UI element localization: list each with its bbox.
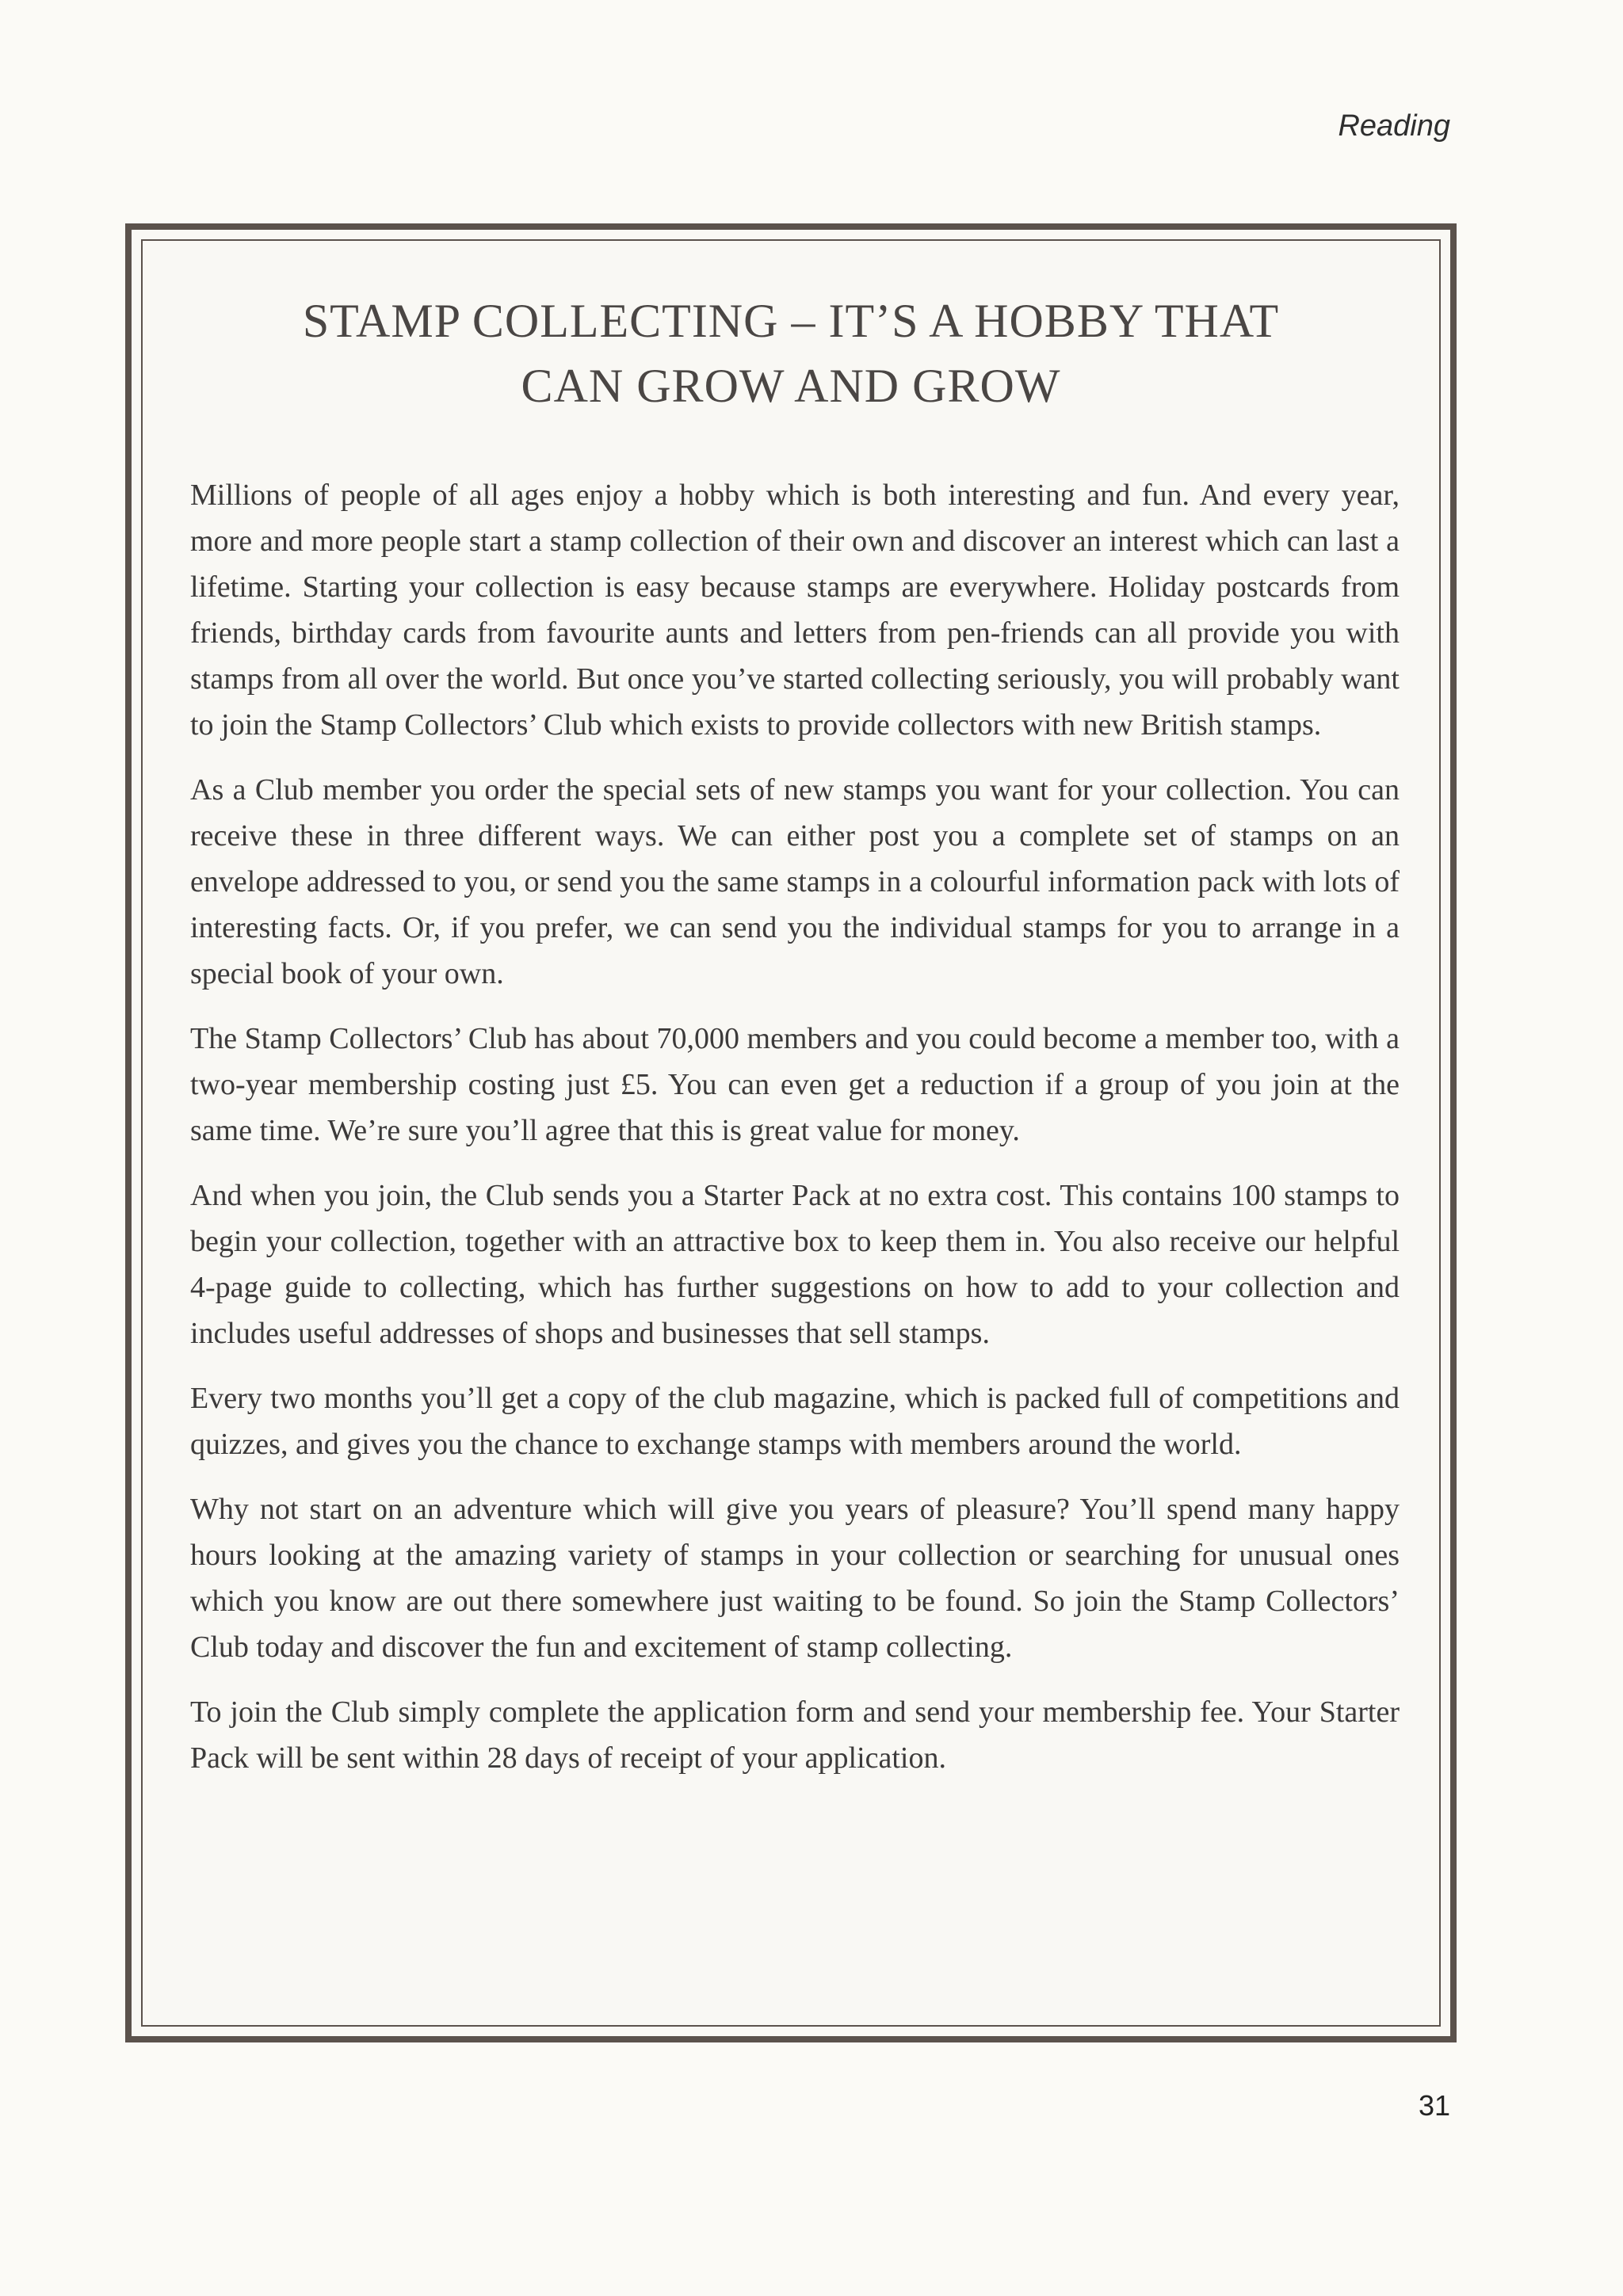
paragraph: Millions of people of all ages enjoy a hobby which is both interesting and fun. And every year, more and more people start a stamp collection of their own and discover an interest which can last a lifetime. Starting your collection is easy because stamps are everywhere. Holiday postcards from friends, birthday cards from favourite aunts and letters from pen-friends can all provide you with stamps from all over the world. But once you’ve started collecting seriously, you will probably want to join the Stamp Collectors’ Club which exists to provide collectors with new British stamps.	[190, 479, 1400, 742]
article-title-line-2: CAN GROW AND GROW	[521, 360, 1061, 412]
article-title-line-1: STAMP COLLECTING – IT’S A HOBBY THAT	[302, 295, 1280, 347]
article-title	[143, 288, 1439, 418]
paragraph: Every two months you’ll get a copy of the club magazine, which is packed full of competitions and quizzes, and gives you the chance to exchange stamps with members around the world.	[190, 1382, 1400, 1461]
paragraph: And when you join, the Club sends you a Starter Pack at no extra cost. This contains 100 stamps to begin your collection, together with an attractive box to keep them in. You also receive our helpful 4-page guide to collecting, which has further suggestions on how to add to your collection and includes useful addresses of shops and businesses that sell stamps.	[190, 1179, 1400, 1350]
article-frame	[125, 223, 1457, 2042]
page-number: 31	[1418, 2089, 1450, 2122]
article-body	[190, 472, 1400, 1800]
paragraph: Why not start on an adventure which will give you years of pleasure? You’ll spend many happy hours looking at the amazing variety of stamps in your collection or searching for unusual ones which you know are out there somewhere just waiting to be found. So join the Stamp Collectors’ Club today and discover the fun and excitement of stamp collecting.	[190, 1493, 1400, 1664]
paragraph: The Stamp Collectors’ Club has about 70,000 members and you could become a member too, with a two-year membership costing just £5. You can even get a reduction if a group of you join at the same time. We’re sure you’ll agree that this is great value for money.	[190, 1022, 1400, 1147]
paragraph: To join the Club simply complete the application form and send your membership fee. Your Starter Pack will be sent within 28 days of receipt of your application.	[190, 1695, 1400, 1775]
article-inner-border	[141, 239, 1441, 2027]
section-label: Reading	[1338, 109, 1450, 143]
paragraph: As a Club member you order the special sets of new stamps you want for your collection. You can receive these in three different ways. We can either post you a complete set of stamps on an envelope addressed to you, or send you the same stamps in a colourful information pack with lots of interesting facts. Or, if you prefer, we can send you the individual stamps for you to arrange in a special book of your own.	[190, 773, 1400, 990]
